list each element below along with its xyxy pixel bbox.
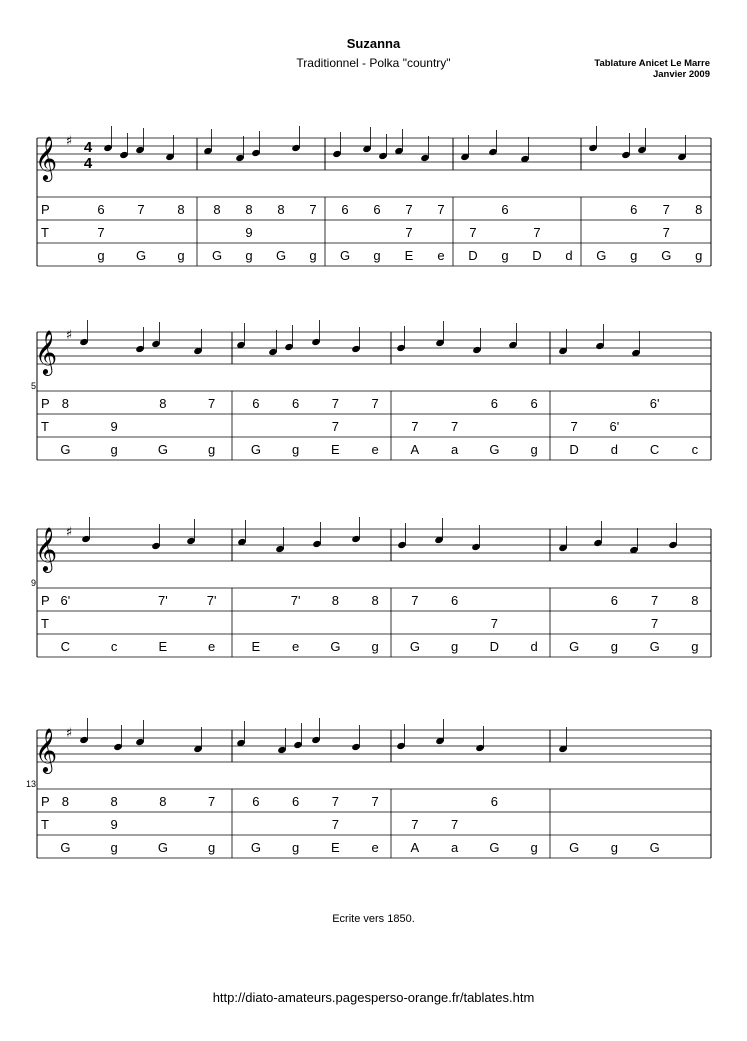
push-cell: 7' [290,593,301,608]
chord-cell: g [501,248,509,263]
chord-cell: g [630,248,638,263]
credit-author: Tablature Anicet Le Marre [594,58,710,69]
push-cell: 6 [610,593,618,608]
pull-cell: 6' [609,419,620,434]
chord-cell: e [371,442,379,457]
chord-cell: e [371,840,379,855]
chord-cell: g [451,639,459,654]
chord-cell: g [610,840,618,855]
pull-cell: 7 [405,225,413,240]
chord-cell: C [649,442,660,457]
chord-cell: E [331,442,340,457]
pull-cell: 7 [651,616,659,631]
chord-cell: G [211,248,223,263]
push-cell: 7 [411,593,419,608]
chord-cell: G [250,442,261,457]
chord-cell: E [158,639,168,654]
page-title: Suzanna [346,36,401,51]
chord-cell: g [97,248,105,263]
push-cell: 7 [309,202,317,217]
pull-cell: 9 [110,419,118,434]
pull-cell: 7 [411,419,419,434]
chord-cell: g [110,840,118,855]
push-cell: 7 [371,794,379,809]
chord-cell: D [489,639,500,654]
push-cell: 6 [97,202,105,217]
chord-cell: G [596,248,607,263]
credit-date: Janvier 2009 [652,69,710,80]
sharp-sign-icon: ♯ [65,328,73,343]
sharp-sign-icon: ♯ [65,134,73,149]
push-cell: 6 [490,794,498,809]
chord-cell: G [649,840,660,855]
chord-cell: c [110,639,118,654]
measure-number: 13 [25,779,36,789]
time-signature-top: 4 [83,139,93,156]
chord-cell: G [250,840,261,855]
push-cell: 7 [208,794,216,809]
chord-cell: e [208,639,216,654]
chord-cell: A [410,442,420,457]
chord-cell: G [569,639,580,654]
push-cell: 8 [371,593,379,608]
system-1 [35,126,711,266]
chord-cell: g [292,840,300,855]
chord-cell: G [649,639,660,654]
push-row-label: P [41,202,50,217]
chord-cell: d [610,442,618,457]
measure-number: 9 [30,578,36,588]
pull-cell: 7 [570,419,578,434]
push-cell: 8 [61,794,69,809]
push-cell: 7 [662,202,670,217]
chord-cell: g [695,248,703,263]
pull-cell: 7 [451,817,459,832]
chord-cell: G [569,840,580,855]
push-cell: 8 [245,202,253,217]
chord-cell: G [489,442,500,457]
chord-cell: g [292,442,300,457]
push-cell: 6 [373,202,381,217]
chord-cell: e [292,639,300,654]
push-cell: 8 [159,794,167,809]
push-cell: 6 [292,396,300,411]
chord-cell: d [530,639,538,654]
treble-clef-icon: 𝄞 [34,728,58,772]
chord-cell: G [661,248,672,263]
push-cell: 7' [158,593,168,608]
chord-cell: E [404,248,414,263]
chord-cell: A [410,840,420,855]
chord-cell: g [373,248,381,263]
push-cell: 6 [292,794,300,809]
chord-cell: g [610,639,618,654]
system-4 [26,718,711,858]
pull-row-label: T [41,225,49,240]
push-cell: 6' [60,593,71,608]
chord-cell: g [530,840,538,855]
chord-cell: G [275,248,287,263]
push-cell: 7 [437,202,445,217]
push-cell: 7' [206,593,217,608]
treble-clef-icon: 𝄞 [34,527,58,571]
chord-cell: g [110,442,118,457]
push-cell: 8 [691,593,699,608]
chord-cell: G [157,442,168,457]
push-cell: 7 [137,202,145,217]
chord-cell: c [691,442,699,457]
pull-cell: 7 [97,225,105,240]
chord-cell: g [208,840,216,855]
pull-row-label: T [41,616,49,631]
chord-cell: d [565,248,573,263]
pull-cell: 7 [533,225,541,240]
pull-cell: 9 [110,817,118,832]
chord-cell: g [177,248,185,263]
chord-cell: g [208,442,216,457]
push-cell: 8 [61,396,69,411]
push-cell: 7 [208,396,216,411]
sharp-sign-icon: ♯ [65,525,73,540]
push-cell: 7 [371,396,379,411]
push-cell: 6 [252,396,260,411]
chord-cell: g [530,442,538,457]
source-url: http://diato-amateurs.pagesperso-orange.fr/tablates.htm [212,990,535,1005]
push-cell: 7 [651,593,659,608]
push-cell: 6 [341,202,349,217]
chord-cell: a [451,442,459,457]
pull-cell: 7 [451,419,459,434]
push-cell: 8 [331,593,339,608]
system-3 [31,517,711,657]
pull-cell: 7 [331,817,339,832]
pull-cell: 7 [469,225,477,240]
push-row-label: P [41,593,50,608]
push-cell: 8 [177,202,185,217]
push-cell: 8 [110,794,118,809]
chord-cell: G [330,639,341,654]
pull-cell: 9 [245,225,253,240]
chord-cell: G [135,248,147,263]
pull-cell: 7 [662,225,670,240]
sharp-sign-icon: ♯ [65,726,73,741]
push-cell: 8 [159,396,167,411]
chord-cell: g [371,639,379,654]
push-cell: 6 [630,202,638,217]
chord-cell: G [60,840,71,855]
pull-row-label: T [41,419,49,434]
chord-cell: D [569,442,579,457]
push-cell: 6 [501,202,509,217]
system-2 [31,320,711,460]
pull-cell: 7 [331,419,339,434]
chord-cell: G [60,442,71,457]
treble-clef-icon: 𝄞 [34,136,58,180]
push-cell: 6 [451,593,459,608]
chord-cell: a [451,840,459,855]
push-cell: 7 [405,202,413,217]
push-cell: 7 [331,794,339,809]
chord-cell: g [309,248,317,263]
chord-cell: D [468,248,478,263]
pull-cell: 7 [411,817,419,832]
push-cell: 8 [695,202,703,217]
push-row-label: P [41,396,50,411]
measure-number: 5 [30,381,36,391]
chord-cell: G [489,840,500,855]
push-cell: 6 [252,794,260,809]
push-row-label: P [41,794,50,809]
push-cell: 6 [530,396,538,411]
push-cell: 8 [277,202,285,217]
chord-cell: C [60,639,71,654]
push-cell: 6 [490,396,498,411]
chord-cell: G [409,639,420,654]
chord-cell: e [437,248,445,263]
page-subtitle: Traditionnel - Polka "country" [296,56,451,70]
chord-cell: D [532,248,542,263]
push-cell: 7 [331,396,339,411]
chord-cell: g [245,248,253,263]
chord-cell: E [331,840,340,855]
footnote: Ecrite vers 1850. [332,913,415,925]
chord-cell: g [691,639,699,654]
pull-cell: 7 [490,616,498,631]
chord-cell: G [339,248,351,263]
pull-row-label: T [41,817,49,832]
time-signature-bottom: 4 [83,155,93,172]
treble-clef-icon: 𝄞 [34,330,58,374]
push-cell: 6' [649,396,660,411]
chord-cell: E [251,639,261,654]
chord-cell: G [157,840,168,855]
push-cell: 8 [213,202,221,217]
